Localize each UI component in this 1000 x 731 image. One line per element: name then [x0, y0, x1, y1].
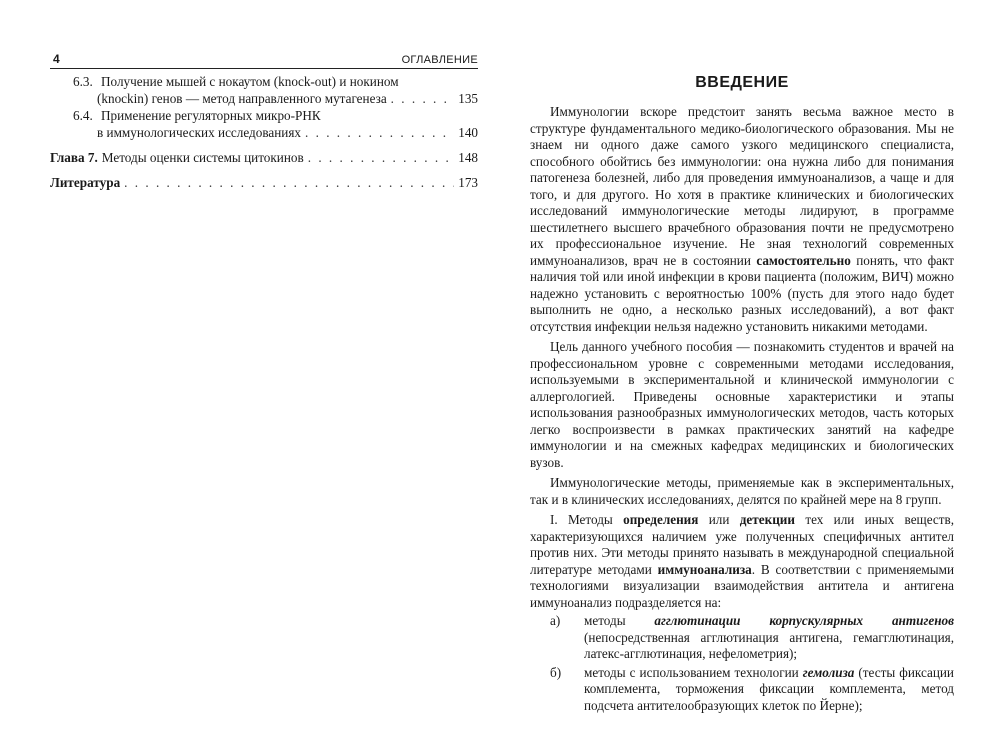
list-item-text: методы с использованием технологии гемолиза (тесты фиксации комплемента, торможения фиксации комплемента, метод подсчета антителообразующих клеток по Йерне);: [584, 664, 954, 713]
running-head: [50, 52, 478, 69]
toc-entry[interactable]: [50, 149, 478, 166]
emphasis-bold: самостоятельно: [756, 252, 851, 268]
list-marker: б): [550, 664, 562, 680]
paragraph-text: Иммунологические методы, применяемые как в экспериментальных, так и в клинических исследованиях, делятся по крайней мере на 8 групп.: [530, 475, 954, 507]
toc-entry-page: 140: [458, 125, 478, 140]
toc-entry-page: 173: [458, 175, 478, 190]
emphasis-bold: определения: [623, 512, 699, 527]
emphasis-bold: иммуноанализа: [657, 561, 752, 577]
emphasis-bold-italic: гемолиза: [802, 664, 855, 680]
paragraph-text: тех или иных веществ, характеризующихся наличием уже полученных специфичных антител против них. Эти методы принято называть в международной специальной литературе методами: [530, 512, 955, 577]
left-page: [50, 52, 478, 191]
paragraph: [530, 475, 954, 508]
section-title: ВВЕДЕНИЕ: [695, 74, 789, 91]
running-head-title: ОГЛАВЛЕНИЕ: [401, 54, 478, 66]
toc-entry-title-line: (knockin) генов — метод направленного мутагенеза: [97, 91, 387, 106]
emphasis-bold: детекции: [739, 512, 795, 527]
paragraph-text: Цель данного учебного пособия — познакомить студентов и врачей на профессиональном уровне с современными методами исследования, используемыми в экспериментальной и клинической иммунологии с аллергологией. Приведены основные характеристики и этапы использования разнообразных иммунологических методов, часть которых легко воспроизвести в рамках практических занятий на кафедре иммунологии и на смежных кафедрах медицинских и биологических вузов.: [530, 339, 954, 470]
emphasis-bold-italic: агглютинации корпускулярных антигенов: [654, 613, 954, 628]
list-item: [530, 613, 954, 663]
toc-entry[interactable]: [50, 107, 478, 141]
toc-leader-dots: [391, 90, 455, 107]
paragraph-text: . В соответствии с применяемыми технологиями визуализации взаимодействия антитела и антигена иммуноанализ подразделяется на:: [530, 561, 954, 610]
toc-entry-page: 148: [458, 150, 478, 165]
paragraph: [530, 339, 954, 471]
paragraph-text: понять, что факт наличия той или иной инфекции в крови пациента (положим, ВИЧ) можно надежно установить с вероятностью 100% (пусть для этого надо будет выполнить не одно, а несколько разных исследований), а вот факт отсутствия инфекции нельзя надежно установить никакими методами.: [530, 252, 955, 334]
toc-entry[interactable]: [50, 73, 478, 107]
table-of-contents: [50, 73, 478, 191]
toc-leader-dots: [308, 149, 455, 166]
toc-entry-title-line: в иммунологических исследованиях: [97, 125, 302, 140]
paragraph-text: Иммунологии вскоре предстоит занять весьма важное место в структуре фундаментального медико-биологического образования. Мы не знаем ни одного даже самого узкого медицинского специалиста, способного обойтись без иммунологии: она нужна либо для понимания патогенеза болезней, либо для проведения иммуноанализов, а чаще и для того, и для другого. Но хотя в практике клинических и биологических исследований иммунологические методы лидируют, в программе шестилетнего высшего врачебного образования почти не предусмотрено их профессиональное изучение. Не зная технологий современных иммуноанализов, врач не в состоянии: [530, 104, 954, 268]
toc-entry-page: 135: [458, 91, 478, 106]
paragraph: [530, 104, 954, 335]
paragraph: [530, 512, 954, 611]
toc-leader-dots: [124, 174, 454, 191]
list-marker: а): [550, 613, 561, 628]
toc-entry-title: Методы оценки системы цитокинов: [101, 150, 304, 165]
page-number: 4: [53, 52, 60, 66]
toc-entry[interactable]: [50, 174, 478, 191]
right-page: [530, 74, 954, 714]
toc-entry-number: 6.4.: [73, 108, 93, 123]
toc-entry-number: 6.3.: [73, 74, 93, 89]
toc-entry-title-line: Применение регуляторных микро-РНК: [101, 108, 321, 123]
body-text: [530, 104, 954, 714]
list-item-text: методы агглютинации корпускулярных антигенов (непосредственная агглютинация антигена, гемагглютинация, латекс-агглютинация, нефелометрия);: [584, 613, 954, 661]
toc-leader-dots: [305, 124, 454, 141]
toc-chapter-label: Глава 7.: [50, 150, 98, 165]
toc-entry-title-line: Получение мышей с нокаутом (knock-out) и нокином: [101, 74, 399, 89]
paragraph-text: I. Методы: [550, 512, 613, 527]
list-item: [530, 665, 954, 715]
toc-chapter-label: Литература: [50, 175, 121, 190]
paragraph-text: или: [708, 512, 730, 527]
